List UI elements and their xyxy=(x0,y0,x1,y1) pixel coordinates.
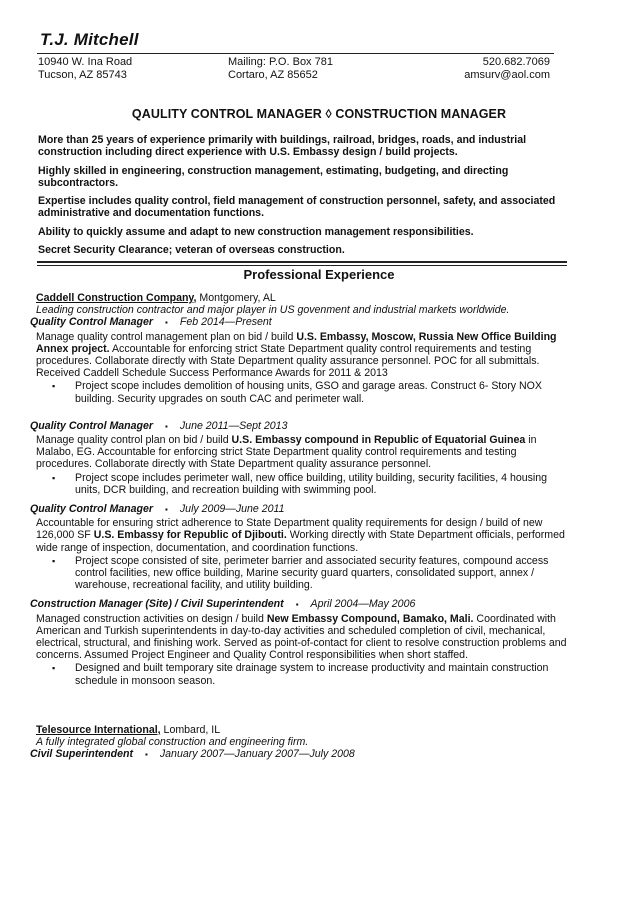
role-bullets xyxy=(30,380,575,404)
desc-text: Accountable for ensuring strict adherence to State Department quality requirements for design / build of new 126,000 SF xyxy=(36,517,543,542)
separator-bullet: ▪ xyxy=(295,600,299,610)
summary-item: Highly skilled in engineering, construction management, estimating, budgeting, and directing subcontractors. xyxy=(38,164,509,189)
phone-number: 520.682.7069 xyxy=(482,56,550,68)
role-heading xyxy=(30,316,575,329)
desc-project: U.S. Embassy for Republic of Djibouti. xyxy=(93,529,287,542)
candidate-name: T.J. Mitchell xyxy=(40,30,139,49)
bullet-item: ▪ Project scope consisted of site, perimeter barrier and associated security features, compound access control facilities, new office building, Marine security guard quarters, consolidated support, annex / warehouse, recreational facility, and utility building. xyxy=(30,555,575,592)
bullet-item: ▪ Designed and built temporary site drainage system to increase productivity and maintain construction schedule in monsoon season. xyxy=(30,662,575,686)
summary-item: Expertise includes quality control, field management of construction personnel, safety, and associated administrative and documentation functions. xyxy=(38,195,556,220)
desc-text: Manage quality control management plan on bid / build xyxy=(36,330,297,343)
role-title: Quality Control Manager xyxy=(30,503,154,516)
mailing-address xyxy=(228,56,333,82)
address-line-2: Tucson, AZ 85743 xyxy=(38,69,127,81)
section-divider xyxy=(37,261,567,266)
role-dates: April 2004—May 2006 xyxy=(310,598,416,611)
experience-section xyxy=(30,292,575,762)
role-title: Quality Control Manager xyxy=(30,316,154,329)
summary-item: More than 25 years of experience primarily with buildings, railroad, bridges, roads, and industrial construction including direct experience with U.S. Embassy design / build projects. xyxy=(38,134,527,159)
role-bullets xyxy=(30,472,575,496)
company-heading xyxy=(36,724,575,736)
desc-text: Manage quality control plan on bid / build xyxy=(36,434,232,447)
role-dates: January 2007—January 2007—July 2008 xyxy=(159,748,355,761)
summary-item: Ability to quickly assume and adapt to new construction management responsibilities. xyxy=(38,225,474,238)
summary-item: Secret Security Clearance; veteran of overseas construction. xyxy=(38,244,345,257)
name-underline xyxy=(37,53,554,54)
role-heading xyxy=(30,420,575,433)
bullet-item: ▪ Project scope includes perimeter wall, new office building, utility building, security facilities, 4 housing units, DCR building, and recreation building with swimming pool. xyxy=(30,472,575,496)
desc-text: in Malabo, EG. Accountable for enforcing strict State Department quality control requirements and testing procedures. Collaborate directly with State Department quality assurance personnel. xyxy=(36,434,537,471)
job-headline: QAULITY CONTROL MANAGER ◊ CONSTRUCTION MANAGER xyxy=(131,107,507,121)
summary-section xyxy=(38,134,563,262)
company-location: Montgomery, AL xyxy=(196,292,276,304)
desc-text: Working directly with State Department officials, performed wide range of inspection, documentation, and coordination functions. xyxy=(36,529,565,554)
company-tagline: Leading construction contractor and major player in US govenment and industrial markets worldwide. xyxy=(36,304,510,317)
company-heading xyxy=(36,292,575,304)
role-description xyxy=(36,613,575,662)
role-heading xyxy=(30,748,575,761)
role-dates: July 2009—June 2011 xyxy=(179,503,285,516)
company-tagline: A fully integrated global construction and engineering firm. xyxy=(36,736,309,749)
desc-project: U.S. Embassy compound in Republic of Equatorial Guinea xyxy=(231,434,526,447)
desc-project: U.S. Embassy, Moscow, Russia New Office Building Annex project. xyxy=(36,330,557,355)
email-address: amsurv@aol.com xyxy=(464,69,550,81)
section-title: Professional Experience xyxy=(243,267,395,282)
desc-project: New Embassy Compound, Bamako, Mali. xyxy=(266,612,474,625)
role-title: Construction Manager (Site) / Civil Superintendent xyxy=(30,598,284,611)
company-location: Lombard, IL xyxy=(160,723,221,736)
address-line-1: 10940 W. Ina Road xyxy=(38,56,133,68)
role-dates: June 2011—Sept 2013 xyxy=(179,419,288,432)
mailing-line-2: Cortaro, AZ 85652 xyxy=(228,69,318,81)
role-description xyxy=(36,517,575,554)
role-description xyxy=(36,331,575,380)
separator-bullet: ▪ xyxy=(165,505,168,515)
company-name: Telesource International, xyxy=(36,723,161,736)
contact-info xyxy=(464,56,550,82)
bullet-item: ▪ Project scope includes demolition of housing units, GSO and garage areas. Construct 6- Story NOX building. Security upgrades on south CAC and perimeter wall. xyxy=(30,380,575,404)
role-bullets xyxy=(30,662,575,686)
role-title: Quality Control Manager xyxy=(30,419,154,432)
role-bullets xyxy=(30,555,575,592)
role-dates: Feb 2014—Present xyxy=(179,316,272,329)
role-heading xyxy=(30,503,575,516)
desc-text: Coordinated with American and Turkish superintendents in day-to-day activities and scheduled completion of civil, mechanical, electrical, structural, and finishing work. Served as point-of-contact for client to resolve construction problems and concerns. Assumed Project Engineer and Quality Control responsibilities when short staffed. xyxy=(36,612,567,662)
mailing-line-1: Mailing: P.O. Box 781 xyxy=(228,56,333,68)
desc-text: Accountable for enforcing strict State Department quality control requirements and testing procedures. Collaborate directly with State Department quality assurance personnel. POC for all submittals. Received Caddell Schedule Success Performance Awards for 2011 & 2013 xyxy=(36,342,540,380)
role-title: Civil Superintendent xyxy=(30,748,134,761)
home-address xyxy=(38,56,132,82)
separator-bullet: ▪ xyxy=(165,421,168,431)
separator-bullet: ▪ xyxy=(145,750,148,760)
role-description xyxy=(36,434,575,471)
separator-bullet: ▪ xyxy=(165,318,168,328)
desc-text: Managed construction activities on design / build xyxy=(36,612,267,625)
role-heading xyxy=(30,598,575,611)
company-name: Caddell Construction Company, xyxy=(36,292,197,304)
